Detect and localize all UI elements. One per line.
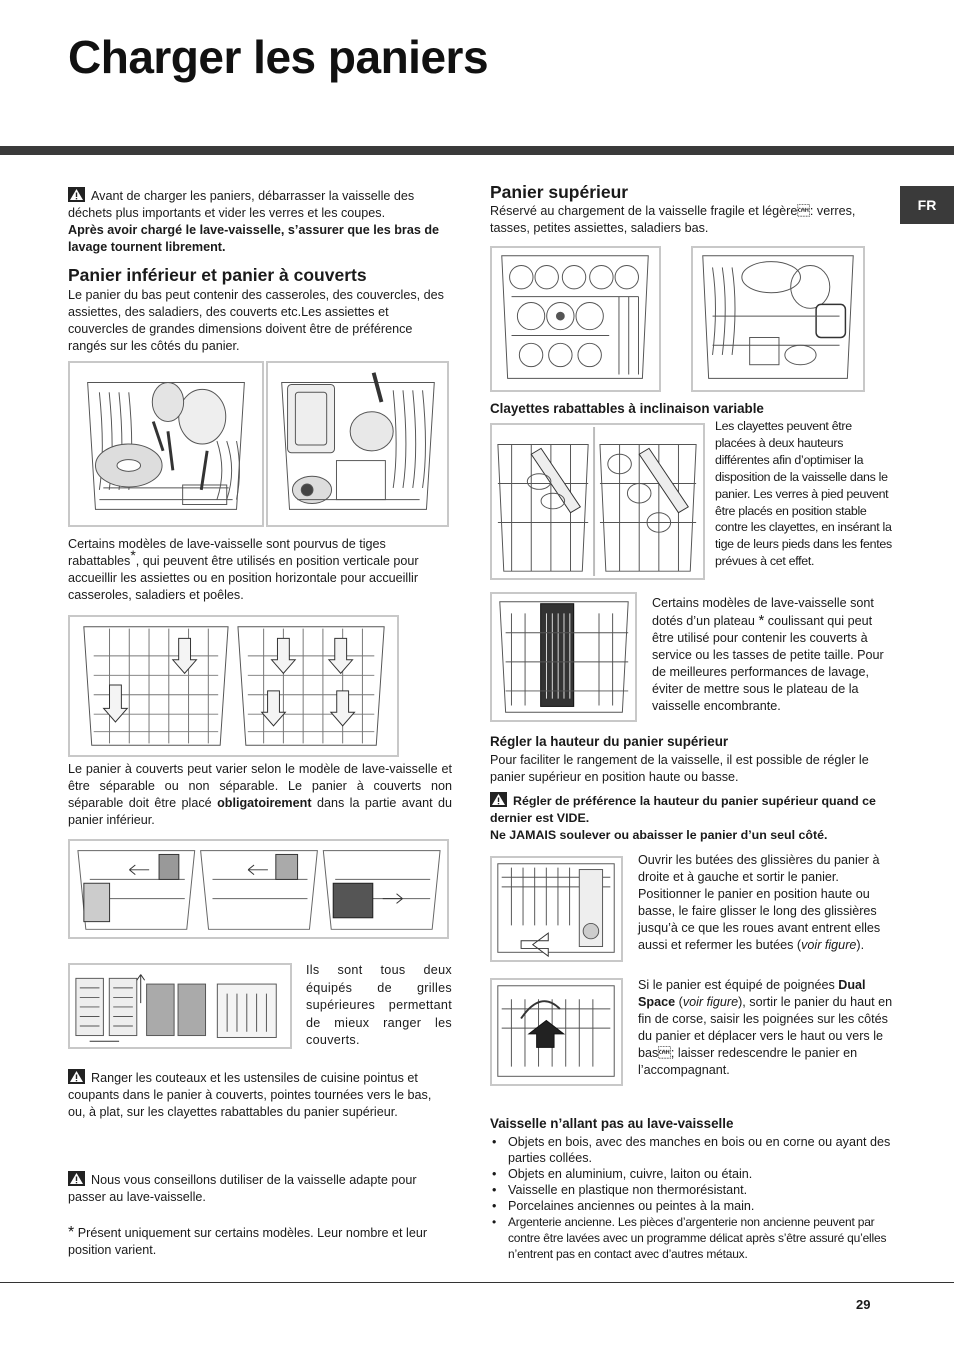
knives-text: Ranger les couteaux et les ustensiles de cuisine pointus et coupants dans le panier à couverts, pointes tournées vers le bas, ou, à plat, sur les clayettes rabattables du panier supérieur. xyxy=(68,1071,432,1119)
cutlery-basket-paragraph xyxy=(68,761,452,829)
cutlery-basket-illustration xyxy=(68,839,449,939)
lower-basket-paragraph: Le panier du bas peut contenir des casseroles, des couvercles, des assiettes, des saladiers, des couverts etc.Les assiettes et couvercles de grandes dimensions doivent être de préférence rangés sur les côtés du panier. xyxy=(68,288,444,353)
lower-basket-illustration xyxy=(68,361,264,527)
warning-triangle-icon xyxy=(68,1069,85,1084)
dual-space-paragraph xyxy=(638,977,894,1079)
warning-triangle-icon xyxy=(490,792,507,807)
fold-down-racks-illustration xyxy=(68,615,399,757)
heading-lower-basket: Panier inférieur et panier à couverts xyxy=(68,265,367,285)
heading-tilting-shelves: Clayettes rabattables à inclinaison variable xyxy=(490,401,764,416)
dual-text-b: ), sortir le panier du haut en fin de corse, saisir les poignées sur les côtés du panier et déplacer vers le haut ou vers le bas; laisser redescendre le panier en l’accompagnant. xyxy=(638,995,893,1077)
dual-text-paren: ( xyxy=(675,995,683,1009)
tilting-shelves-paragraph: Les clayettes peuvent être placées à deux hauteurs différentes afin d’optimiser la disposition de la vaisselle dans le panier. Les verres à pied peuvent être placés en position stable contre les clayettes, en insérant la tige de leurs pieds dans les fentes prévues à cet effet. xyxy=(715,419,892,569)
cutlery-grids-paragraph: Ils sont tous deux équipés de grilles supérieures permettant de mieux ranger les couverts. xyxy=(306,963,452,1048)
footnote xyxy=(68,1224,452,1259)
sharp-knives-paragraph xyxy=(68,1069,452,1121)
upper-basket-paragraph: Réservé au chargement de la vaisselle fragile et légère: verres, tasses, petites assiettes, saladiers bas. xyxy=(490,204,856,235)
rail-text-a: Ouvrir les butées des glissières du panier à droite et à gauche et sortir le panier. Positionner le panier en position haute ou basse, le faire glisser le long des glissières jusqu’à ce que les roues avant entrent elles aussi et refermer les butées ( xyxy=(638,853,881,952)
dual-space-handle-illustration xyxy=(490,978,623,1086)
lower-basket-pans-illustration xyxy=(266,361,449,527)
list-item: • Objets en bois, avec des manches en bois ou en corne ou ayant des parties collées. xyxy=(490,1134,894,1166)
list-item: • Objets en aluminium, cuivre, laiton ou étain. xyxy=(490,1166,894,1182)
tray-star: * xyxy=(758,612,765,629)
header-divider-bar xyxy=(0,146,954,155)
tines-text-a: Certains modèles de lave-vaisselle sont pourvus de tiges rabattables xyxy=(68,537,386,568)
height-warning-text-1: Régler de préférence la hauteur du panier supérieur quand ce dernier est VIDE. xyxy=(490,794,876,825)
not-dishwasher-safe-list xyxy=(490,1134,894,1262)
cutlery-text-a: Le panier à couverts peut varier selon le modèle de lave-vaisselle et être séparable ou non séparable. Le panier à couverts non séparable doit être placé xyxy=(68,762,452,810)
dual-text-bold: Dual Space xyxy=(638,978,866,1009)
language-tab: FR xyxy=(900,186,954,224)
intro-bold-text: Après avoir chargé le lave-vaisselle, s’assurer que les bras de lavage tournent librement. xyxy=(68,223,440,254)
list-item: • Vaisselle en plastique non thermorésistant. xyxy=(490,1182,894,1198)
intro-text: Avant de charger les paniers, débarrasser la vaisselle des déchets plus importants et vider les verres et les coupes. xyxy=(68,189,415,220)
tray-text-b: coulissant qui peut être utilisé pour contenir les couverts à service ou les tasses de petite taille. Pour de meilleures performances de lavage, éviter de mettre sous le plateau de la vaisselle encombrante. xyxy=(652,614,884,713)
cutlery-text-b: dans la partie avant du panier inférieur. xyxy=(68,796,452,827)
upper-basket-cups-illustration xyxy=(691,246,865,392)
list-item: • Argenterie ancienne. Les pièces d’argenterie non ancienne peuvent par contre être lavées avec un programme délicat après s’être assuré qu’elles n’entrent pas en contact avec d’autres métaux. xyxy=(490,1214,894,1262)
cutlery-text-bold: obligatoirement xyxy=(217,796,312,810)
upper-basket-illustration xyxy=(490,246,661,392)
heading-not-dishwasher-safe: Vaisselle n’allant pas au lave-vaisselle xyxy=(490,1116,734,1131)
fold-down-tines-paragraph xyxy=(68,536,452,604)
dual-text-a: Si le panier est équipé de poignées xyxy=(638,978,839,992)
height-warning xyxy=(490,792,894,844)
cutlery-grid-illustration xyxy=(68,963,292,1049)
page-title: Charger les paniers xyxy=(68,31,489,83)
warning-triangle-icon xyxy=(68,187,85,202)
heading-upper-basket: Panier supérieur xyxy=(490,182,629,202)
height-warning-text-2: Ne JAMAIS soulever ou abaisser le panier d’un seul côté. xyxy=(490,828,828,842)
dual-text-em: voir figure xyxy=(682,995,739,1009)
height-paragraph: Pour faciliter le rangement de la vaisselle, il est possible de régler le panier supérieur en position haute ou basse. xyxy=(490,753,869,784)
tilting-shelves-illustration xyxy=(490,423,705,580)
advice-text: Nous vous conseillons dutiliser de la vaisselle adapte pour passer au lave-vaisselle. xyxy=(68,1173,417,1204)
footnote-text: Présent uniquement sur certains modèles. Leur nombre et leur position varient. xyxy=(68,1226,428,1257)
rail-stop-illustration xyxy=(490,856,623,962)
tray-text-a: Certains modèles de lave-vaisselle sont dotés d’un plateau xyxy=(652,596,874,628)
intro-paragraph xyxy=(68,187,452,256)
list-item: • Porcelaines anciennes ou peintes à la main. xyxy=(490,1198,894,1214)
warning-triangle-icon xyxy=(68,1171,85,1186)
sliding-tray-illustration xyxy=(490,592,637,722)
page-number: 29 xyxy=(856,1297,871,1312)
rail-text-em: voir figure xyxy=(801,938,857,952)
footnote-star: * xyxy=(130,546,136,563)
rail-text-b: ). xyxy=(856,938,865,952)
footnote-star-mark: * xyxy=(68,1224,75,1241)
footer-divider xyxy=(0,1282,954,1283)
sliding-tray-paragraph xyxy=(652,595,892,715)
advice-paragraph xyxy=(68,1171,452,1206)
rail-stop-paragraph xyxy=(638,852,894,954)
heading-upper-basket-height: Régler la hauteur du panier supérieur xyxy=(490,734,729,749)
tines-text-b: , qui peuvent être utilisés en position verticale pour accueillir les assiettes ou en position horizontale pour accueillir casseroles, saladiers et poêles. xyxy=(68,554,419,602)
